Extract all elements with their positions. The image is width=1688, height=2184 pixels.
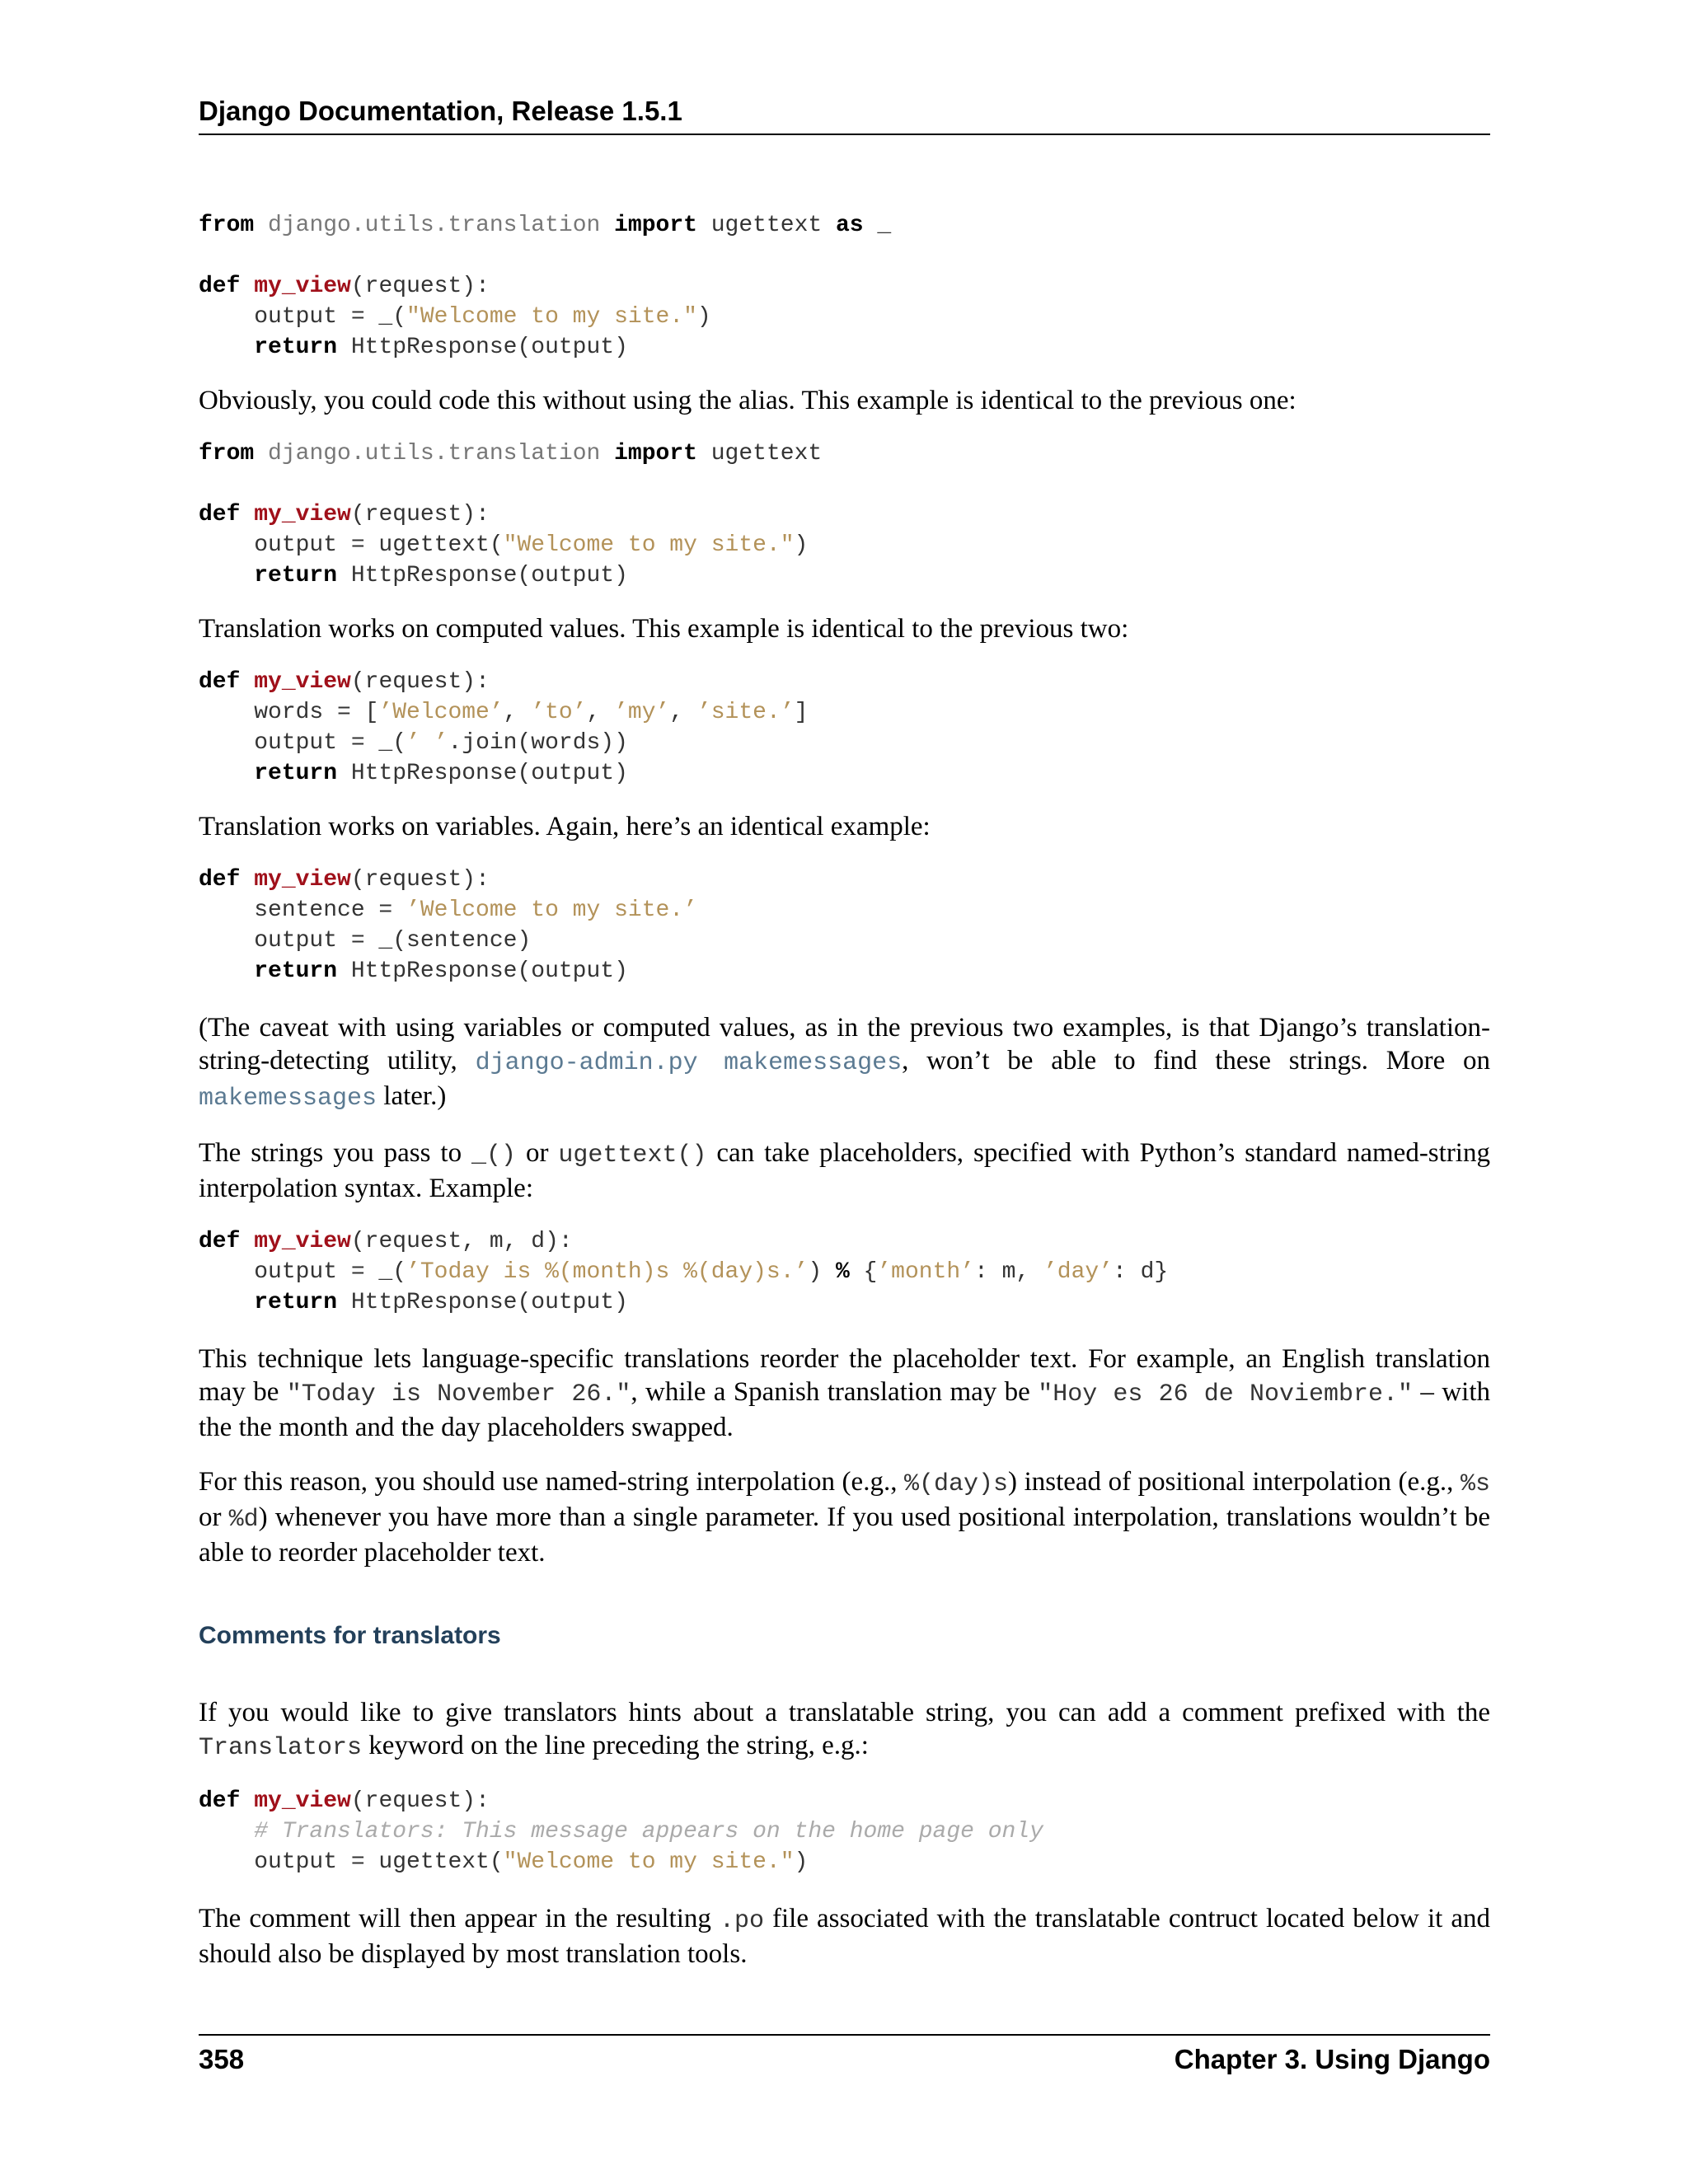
- page-header: Django Documentation, Release 1.5.1: [199, 94, 1490, 135]
- code-keyword: def: [199, 669, 241, 695]
- code-string: ’Welcome’: [378, 700, 504, 725]
- code-text: : d}: [1113, 1259, 1169, 1285]
- code-text: (request):: [350, 669, 490, 695]
- code-function-name: my_view: [254, 867, 351, 893]
- text-run: , won’t be able to find these strings. More on: [902, 1046, 1491, 1076]
- code-module: django.utils.translation: [268, 441, 601, 466]
- code-keyword: return: [199, 958, 338, 984]
- code-keyword: return: [199, 761, 338, 786]
- code-function-name: my_view: [254, 669, 351, 695]
- code-text: ): [808, 1259, 836, 1285]
- paragraph: Translation works on variables. Again, here’s an identical example:: [199, 812, 931, 841]
- page-footer: [199, 2034, 1490, 2077]
- text-run: or: [516, 1138, 559, 1168]
- code-function-name: my_view: [254, 1788, 351, 1814]
- inline-code: %d: [228, 1506, 259, 1534]
- code-string: ’ ’: [406, 730, 448, 756]
- code-keyword: return: [199, 1290, 338, 1315]
- text-run: later.): [377, 1081, 447, 1111]
- paragraph-reason: [199, 1465, 1490, 1569]
- code-string: "Welcome to my site.": [503, 532, 795, 558]
- code-keyword: from: [199, 213, 255, 238]
- paragraph-po-file: [199, 1902, 1490, 1971]
- text-run: If you would like to give translators hints about a translatable string, you can add a comment prefixed with the: [199, 1698, 1490, 1727]
- code-text: HttpResponse(output): [337, 563, 628, 588]
- code-operator: %: [835, 1259, 850, 1285]
- text-run: For this reason, you should use named-string interpolation (e.g.,: [199, 1467, 904, 1497]
- code-text: (request):: [350, 867, 490, 893]
- code-string: "Welcome to my site.": [503, 1849, 795, 1875]
- inline-code: _(): [471, 1141, 517, 1169]
- code-text: (request):: [350, 274, 490, 299]
- paragraph: Obviously, you could code this without using the alias. This example is identical to the previous one:: [199, 386, 1296, 415]
- code-text: output = _(: [199, 304, 407, 330]
- text-run: file associated with the translatable contruct located below it and should also be displayed by most translation tools.: [199, 1904, 1490, 1969]
- code-text: words = [: [199, 700, 379, 725]
- text-run: This technique lets language-specific translations reorder the placeholder text. For example, an English translation may be: [199, 1344, 1490, 1407]
- code-text: HttpResponse(output): [337, 958, 628, 984]
- paragraph-caveat: [199, 1011, 1490, 1115]
- code-keyword: def: [199, 502, 241, 527]
- page-content: [199, 210, 1490, 1971]
- text-run: The strings you pass to: [199, 1138, 472, 1168]
- code-text: ,: [503, 700, 532, 725]
- inline-code: %(day)s: [904, 1470, 1009, 1498]
- paragraph: Translation works on computed values. This example is identical to the previous two:: [199, 614, 1129, 644]
- code-text: {: [849, 1259, 878, 1285]
- makemessages-command-link[interactable]: django-admin.py makemessages: [475, 1049, 903, 1077]
- code-text: ): [794, 532, 809, 558]
- code-comment: # Translators: This message appears on the home page only: [199, 1819, 1043, 1844]
- code-block-variables: [199, 865, 1490, 987]
- text-run: – with the the month and the day placeholders swapped.: [199, 1377, 1490, 1442]
- code-string: ’Today is %(month)s %(day)s.’: [406, 1259, 809, 1285]
- code-text: ): [696, 304, 711, 330]
- code-text: output = _(: [199, 730, 407, 756]
- code-string: ’day’: [1043, 1259, 1114, 1285]
- code-text: .join(words)): [448, 730, 628, 756]
- code-function-name: my_view: [254, 1229, 351, 1254]
- paragraph-technique: [199, 1343, 1490, 1444]
- code-text: ): [794, 1849, 809, 1875]
- inline-code: %s: [1460, 1470, 1490, 1498]
- text-run: , while a Spanish translation may be: [631, 1377, 1039, 1407]
- code-text: sentence =: [199, 898, 407, 923]
- makemessages-link[interactable]: makemessages: [199, 1085, 377, 1113]
- inline-code: Translators: [199, 1734, 363, 1762]
- code-block-computed: [199, 667, 1490, 789]
- code-keyword: def: [199, 1229, 241, 1254]
- text-run: ) instead of positional interpolation (e.g.,: [1008, 1467, 1461, 1497]
- code-name: ugettext: [710, 441, 823, 466]
- text-run: or: [199, 1502, 229, 1532]
- code-name: ugettext: [710, 213, 823, 238]
- code-keyword: from: [199, 441, 255, 466]
- code-text: : m,: [973, 1259, 1043, 1285]
- inline-code: "Hoy es 26 de Noviembre.": [1038, 1380, 1413, 1408]
- code-text: ]: [794, 700, 809, 725]
- code-keyword: def: [199, 867, 241, 893]
- code-keyword: as: [835, 213, 864, 238]
- code-string: ’my’: [614, 700, 670, 725]
- code-text: output = _(: [199, 1259, 407, 1285]
- code-string: ’to’: [531, 700, 587, 725]
- text-run: ) whenever you have more than a single parameter. If you used positional interpolation, translations wouldn’t be able to reorder placeholder text.: [199, 1502, 1490, 1568]
- section-heading: Comments for translators: [199, 1622, 501, 1649]
- code-string: "Welcome to my site.": [406, 304, 697, 330]
- code-text: HttpResponse(output): [337, 335, 628, 360]
- inline-code: .po: [719, 1907, 764, 1935]
- code-keyword: def: [199, 1788, 241, 1814]
- paragraph-translators-hint: [199, 1696, 1490, 1765]
- code-text: output = _(sentence): [199, 928, 532, 954]
- text-run: can take placeholders, specified with Python’s standard named-string interpolation syntax. Example:: [199, 1138, 1490, 1203]
- chapter-title: Chapter 3. Using Django: [1174, 2044, 1490, 2074]
- code-string: ’site.’: [696, 700, 795, 725]
- code-text: (request):: [350, 1788, 490, 1814]
- code-block-translator-comment: [199, 1786, 1490, 1877]
- code-text: output = ugettext(: [199, 532, 504, 558]
- code-function-name: my_view: [254, 274, 351, 299]
- code-keyword: def: [199, 274, 241, 299]
- text-run: The comment will then appear in the resulting: [199, 1904, 720, 1933]
- code-block-alias: [199, 210, 1490, 363]
- code-text: (request, m, d):: [350, 1229, 573, 1254]
- code-name: _: [877, 213, 892, 238]
- code-string: ’month’: [877, 1259, 974, 1285]
- code-block-no-alias: [199, 438, 1490, 591]
- code-text: output = ugettext(: [199, 1849, 504, 1875]
- code-module: django.utils.translation: [268, 213, 601, 238]
- code-keyword: return: [199, 563, 338, 588]
- code-text: (request):: [350, 502, 490, 527]
- paragraph-placeholders: [199, 1137, 1490, 1205]
- inline-code: "Today is November 26.": [286, 1380, 631, 1408]
- code-text: ,: [669, 700, 697, 725]
- code-keyword: import: [614, 213, 697, 238]
- code-keyword: return: [199, 335, 338, 360]
- code-text: HttpResponse(output): [337, 1290, 628, 1315]
- text-run: (The caveat with using variables or computed values, as in the previous two examples, is that Django’s translation-string-detecting utility,: [199, 1013, 1490, 1076]
- page-number: 358: [199, 2044, 245, 2074]
- code-block-named-string: [199, 1226, 1490, 1318]
- code-text: HttpResponse(output): [337, 761, 628, 786]
- document-page: [199, 0, 1490, 2184]
- code-string: ’Welcome to my site.’: [406, 898, 697, 923]
- text-run: keyword on the line preceding the string, e.g.:: [362, 1731, 869, 1760]
- inline-code: ugettext(): [558, 1141, 707, 1169]
- code-keyword: import: [614, 441, 697, 466]
- code-text: ,: [586, 700, 615, 725]
- code-function-name: my_view: [254, 502, 351, 527]
